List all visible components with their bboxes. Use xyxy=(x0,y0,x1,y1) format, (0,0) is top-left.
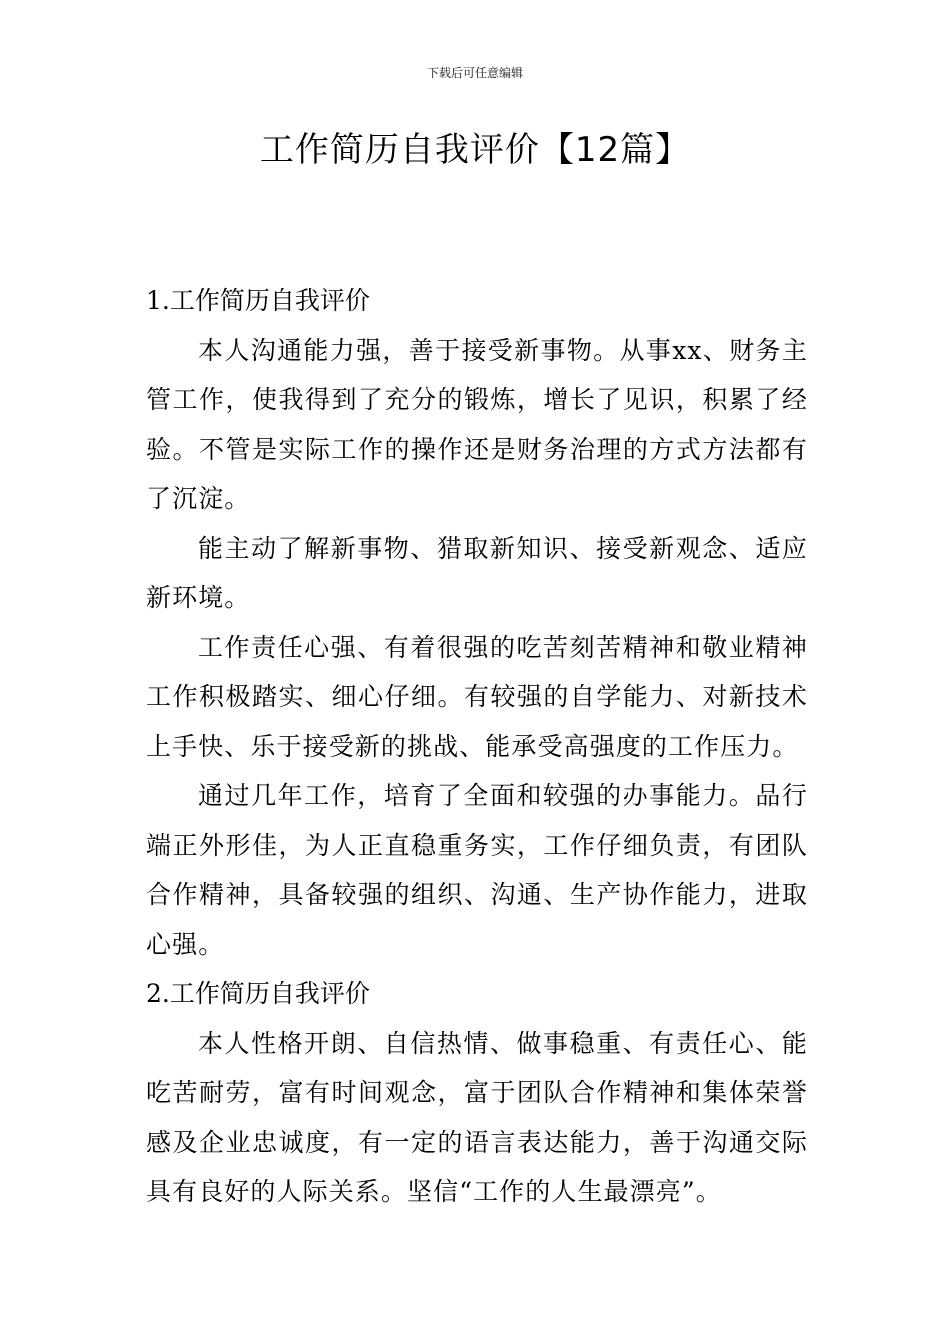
document-title: 工作简历自我评价【12篇】 xyxy=(259,130,691,170)
section-2-paragraph-1: 本人性格开朗、自信热情、做事稳重、有责任心、能吃苦耐劳，富有时间观念，富于团队合作精神和集体荣誉感及企业忠诚度，有一定的语言表达能力，善于沟通交际具有良好的人际关系。坚信“工作的人生最漂亮”。 xyxy=(146,1028,808,1206)
document-body xyxy=(146,276,808,1217)
section-heading-1: 1.工作简历自我评价 xyxy=(146,286,370,315)
section-1-paragraph-4: 通过几年工作，培育了全面和较强的办事能力。品行端正外形佳，为人正直稳重务实，工作仔细负责，有团队合作精神，具备较强的组织、沟通、生产协作能力，进取心强。 xyxy=(146,781,808,959)
section-1-paragraph-1: 本人沟通能力强，善于接受新事物。从事xx、财务主管工作，使我得到了充分的锻炼，增长了见识，积累了经验。不管是实际工作的操作还是财务治理的方式方法都有了沉淀。 xyxy=(146,335,808,513)
header-note: 下载后可任意编辑 xyxy=(426,66,523,80)
section-1-paragraph-3: 工作责任心强、有着很强的吃苦刻苦精神和敬业精神工作积极踏实、细心仔细。有较强的自学能力、对新技术上手快、乐于接受新的挑战、能承受高强度的工作压力。 xyxy=(146,632,808,761)
section-heading-2: 2.工作简历自我评价 xyxy=(146,979,370,1008)
section-1-paragraph-2: 能主动了解新事物、猎取新知识、接受新观念、适应新环境。 xyxy=(146,533,808,612)
